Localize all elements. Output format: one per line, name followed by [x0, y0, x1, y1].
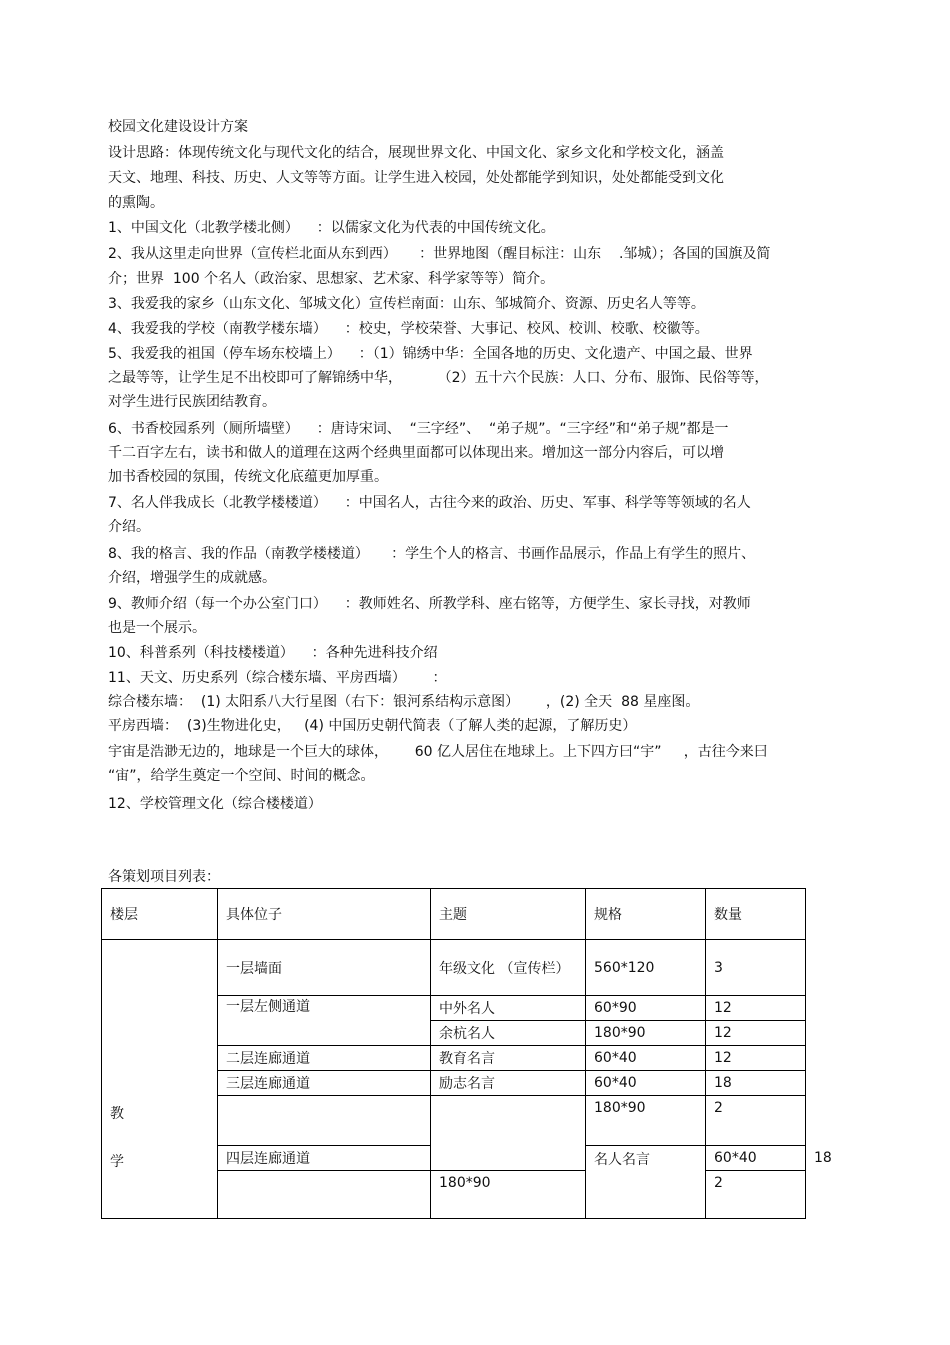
doc-line: 3、我爱我的家乡（山东文化、邹城文化）宣传栏南面：山东、邹城简介、资源、历史名人等等。 — [108, 296, 705, 312]
qty-cell: 12 — [706, 1046, 806, 1071]
doc-line: 2、我从这里走向世界（宣传栏北面从东到西） ：世界地图（醒目标注：山东 .邹城）；各国的国旗及简 — [108, 246, 771, 262]
location-cell — [218, 1096, 431, 1146]
doc-line: 对学生进行民族团结教育。 — [108, 394, 276, 410]
header-location: 具体位子 — [218, 889, 431, 940]
doc-line: “宙”，给学生奠定一个空间、时间的概念。 — [108, 768, 375, 784]
doc-line: 11、天文、历史系列（综合楼东墙、平房西墙） ： — [108, 670, 447, 686]
doc-line: 1、中国文化（北教学楼北侧） ：以儒家文化为代表的中国传统文化。 — [108, 220, 555, 236]
table-row: 四层连廊通道 名人名言 60*40 18 — [102, 1146, 806, 1171]
doc-line: 加书香校园的氛围，传统文化底蕴更加厚重。 — [108, 469, 388, 485]
qty-cell: 12 — [706, 1021, 806, 1046]
table-row — [102, 940, 806, 996]
header-floor: 楼层 — [102, 889, 218, 940]
spec-cell: 60*40 — [586, 1046, 706, 1071]
spec-cell: 180*90 — [431, 1171, 586, 1219]
doc-line: 6、书香校园系列（厕所墙壁） ：唐诗宋词、 “三字经”、 “弟子规”。“三字经”和“弟子规”都是一 — [108, 421, 729, 437]
theme-cell: 年级文化 （宣传栏） — [431, 940, 586, 996]
spec-cell: 560*120 — [586, 940, 706, 996]
header-spec: 规格 — [586, 889, 706, 940]
doc-line: 介绍。 — [108, 519, 150, 535]
spec-cell: 60*90 — [586, 996, 706, 1021]
doc-line: 综合楼东墙： (1) 太阳系八大行星图（右下：银河系结构示意图） ，(2) 全天 88 星座图。 — [108, 694, 700, 710]
project-table — [101, 888, 832, 1219]
doc-line: 介；世界 100 个名人（政治家、思想家、艺术家、科学家等等）简介。 — [108, 271, 555, 287]
spec-cell: 180*90 — [586, 1021, 706, 1046]
doc-line: 天文、地理、科技、历史、人文等等方面。让学生进入校园，处处都能学到知识，处处都能受到文化 — [108, 170, 724, 186]
doc-line: 10、科普系列（科技楼楼道） ：各种先进科技介绍 — [108, 645, 438, 661]
doc-line: 介绍，增强学生的成就感。 — [108, 570, 276, 586]
doc-line: 12、学校管理文化（综合楼楼道） — [108, 796, 322, 812]
qty-cell: 18 — [706, 1071, 806, 1096]
theme-cell: 中外名人 — [431, 996, 586, 1021]
building-cell — [102, 940, 218, 1219]
doc-line: 宇宙是浩渺无边的，地球是一个巨大的球体， 60 亿人居住在地球上。上下四方曰“宇” ，古往今来曰 — [108, 744, 768, 760]
header-theme: 主题 — [431, 889, 586, 940]
table-caption: 各策划项目列表： — [108, 869, 220, 885]
theme-cell: 名人名言 — [586, 1146, 706, 1219]
spec-cell: 180*90 — [586, 1096, 706, 1146]
table-header-row — [102, 889, 806, 940]
qty-cell: 12 — [706, 996, 806, 1021]
doc-title: 校园文化建设设计方案 — [108, 119, 248, 135]
location-cell: 一层墙面 — [218, 940, 431, 996]
location-cell: 四层连廊通道 — [218, 1146, 431, 1171]
doc-line: 7、名人伴我成长（北教学楼楼道） ：中国名人，古往今来的政治、历史、军事、科学等等领域的名人 — [108, 495, 751, 511]
spec-cell: 60*40 — [706, 1146, 806, 1171]
doc-line: 之最等等，让学生足不出校即可了解锦绣中华， （2）五十六个民族：人口、分布、服饰、民俗等等， — [108, 370, 769, 386]
doc-line: 平房西墙： (3)生物进化史， (4) 中国历史朝代简表（了解人类的起源，了解历史） — [108, 718, 637, 734]
doc-line: 设计思路：体现传统文化与现代文化的结合，展现世界文化、中国文化、家乡文化和学校文化，涵盖 — [108, 145, 724, 161]
theme-cell: 励志名言 — [431, 1071, 586, 1096]
theme-cell: 教育名言 — [431, 1046, 586, 1071]
doc-line: 5、我爱我的祖国（停车场东校墙上） ：（1）锦绣中华：全国各地的历史、文化遗产、中国之最、世界 — [108, 346, 753, 362]
doc-line: 千二百字左右，读书和做人的道理在这两个经典里面都可以体现出来。增加这一部分内容后，可以增 — [108, 445, 724, 461]
building-char: 教 — [110, 1106, 124, 1122]
doc-line: 9、教师介绍（每一个办公室门口） ：教师姓名、所教学科、座右铭等，方便学生、家长寻找，对教师 — [108, 596, 751, 612]
doc-line: 4、我爱我的学校（南教学楼东墙） ：校史，学校荣誉、大事记、校风、校训、校歌、校徽等。 — [108, 321, 709, 337]
doc-line: 8、我的格言、我的作品（南教学楼楼道） ：学生个人的格言、书画作品展示，作品上有学生的照片、 — [108, 546, 756, 562]
qty-cell: 2 — [706, 1171, 806, 1219]
doc-line: 的熏陶。 — [108, 195, 164, 211]
spec-cell: 60*40 — [586, 1071, 706, 1096]
location-cell: 一层左侧通道 — [218, 996, 431, 1046]
theme-cell-blank — [431, 1096, 586, 1171]
qty-cell: 2 — [706, 1096, 806, 1146]
building-char: 学 — [110, 1154, 124, 1170]
location-cell: 三层连廊通道 — [218, 1071, 431, 1096]
doc-line: 也是一个展示。 — [108, 620, 206, 636]
location-cell — [218, 1171, 431, 1219]
qty-cell: 3 — [706, 940, 806, 996]
location-cell: 二层连廊通道 — [218, 1046, 431, 1071]
theme-cell: 余杭名人 — [431, 1021, 586, 1046]
header-qty: 数量 — [706, 889, 806, 940]
